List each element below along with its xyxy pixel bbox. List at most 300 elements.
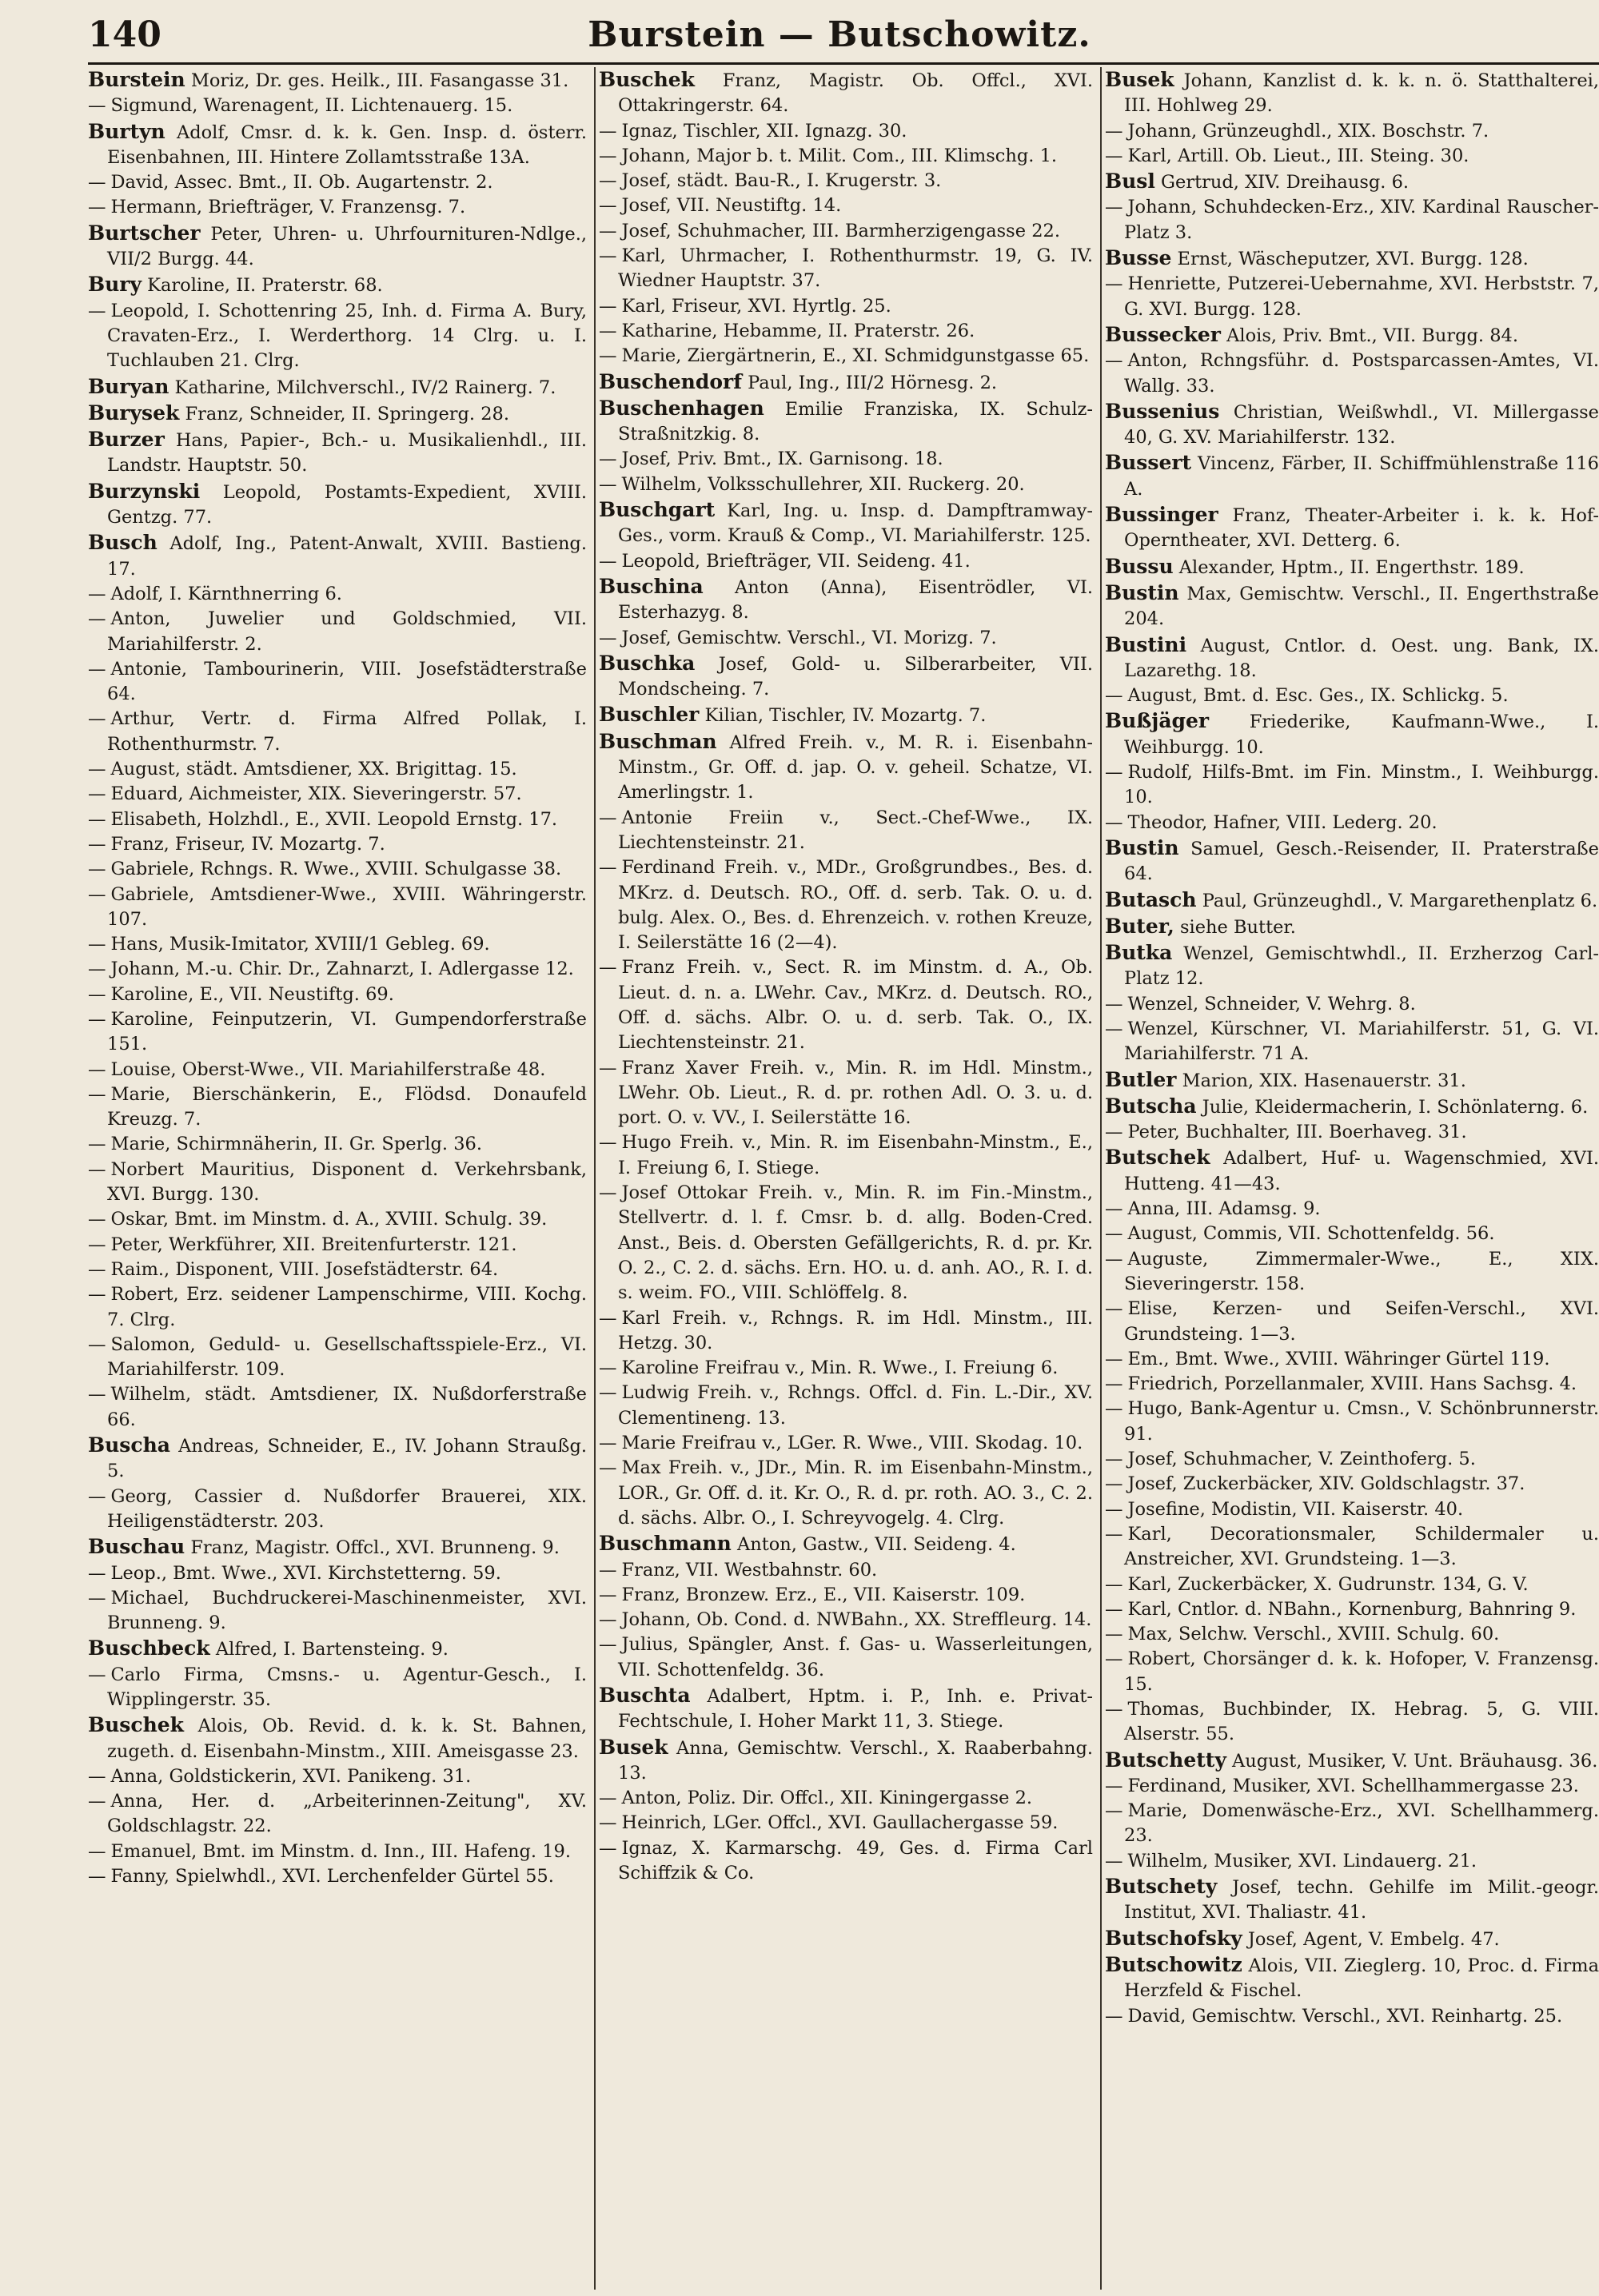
directory-entry bbox=[88, 1764, 587, 1789]
continuation-dash: — bbox=[1105, 1473, 1123, 1495]
continuation-dash: — bbox=[599, 120, 617, 142]
entry-details: Anna, Goldstickerin, XVI. Panikeng. 31. bbox=[110, 1765, 472, 1787]
directory-entry bbox=[88, 1789, 587, 1840]
entry-details: Karl, Uhrmacher, I. Rothenthurmstr. 19, G. IV. Wiedner Hauptstr. 37. bbox=[618, 245, 1093, 292]
continuation-dash: — bbox=[599, 1837, 617, 1859]
directory-entry bbox=[599, 1683, 1093, 1735]
entry-surname: Burysek bbox=[88, 401, 180, 425]
entry-details: Norbert Mauritius, Disponent d. Verkehrsbank, XVI. Burgg. 130. bbox=[107, 1158, 587, 1206]
continuation-dash: — bbox=[1105, 1523, 1123, 1545]
continuation-dash: — bbox=[1105, 145, 1123, 166]
continuation-dash: — bbox=[1105, 811, 1123, 833]
continuation-dash: — bbox=[88, 1234, 106, 1255]
entry-details: Sigmund, Warenagent, II. Lichtenauerg. 15. bbox=[110, 95, 513, 117]
directory-entry bbox=[599, 319, 1093, 344]
entry-details: Karoline, II. Praterstr. 68. bbox=[147, 275, 383, 297]
continuation-dash: — bbox=[88, 1058, 106, 1080]
continuation-dash: — bbox=[1105, 1624, 1123, 1645]
entry-details: Josef, techn. Gehilfe im Milit.-geogr. Institut, XVI. Thaliastr. 41. bbox=[1124, 1877, 1599, 1923]
entry-details: Theodor, Hafner, VIII. Lederg. 20. bbox=[1127, 811, 1438, 833]
entry-details: Franz, VII. Westbahnstr. 60. bbox=[621, 1559, 878, 1580]
directory-entry bbox=[88, 1158, 587, 1208]
directory-entry bbox=[88, 1082, 587, 1133]
continuation-dash: — bbox=[88, 1765, 106, 1787]
entry-details: Gabriele, Rchngs. R. Wwe., XVIII. Schulgasse 38. bbox=[110, 859, 562, 880]
directory-entry bbox=[88, 857, 587, 882]
entry-details: Johann, Schuhdecken-Erz., XIV. Kardinal Rauscher-Platz 3. bbox=[1124, 197, 1599, 243]
entry-details: Hans, Musik-Imitator, XVIII/1 Gebleg. 69. bbox=[110, 934, 490, 955]
directory-entry bbox=[1105, 1497, 1599, 1522]
entry-surname: Buschina bbox=[599, 574, 704, 598]
entry-surname: Busch bbox=[88, 531, 158, 555]
entry-details: Hugo Freih. v., Min. R. im Eisenbahn-Minstm., E., I. Freiung 6, I. Stiege. bbox=[618, 1132, 1093, 1178]
directory-entry bbox=[1105, 1952, 1599, 2004]
entry-details: Anna, III. Adamsg. 9. bbox=[1127, 1198, 1321, 1220]
directory-entry bbox=[1105, 272, 1599, 322]
continuation-dash: — bbox=[88, 1840, 106, 1862]
entry-details: Max, Gemischtw. Verschl., II. Engerthstraße 204. bbox=[1124, 583, 1599, 630]
entry-details: Emanuel, Bmt. im Minstm. d. Inn., III. Hafeng. 19. bbox=[110, 1840, 571, 1862]
continuation-dash: — bbox=[599, 1182, 617, 1204]
continuation-dash: — bbox=[88, 1866, 106, 1887]
entry-details: Salomon, Geduld- u. Gesellschaftsspiele-Erz., VI. Mariahilferstr. 109. bbox=[107, 1333, 587, 1381]
continuation-dash: — bbox=[1105, 762, 1123, 783]
directory-entry bbox=[599, 144, 1093, 169]
directory-entry bbox=[1105, 708, 1599, 760]
entry-surname: Butschofsky bbox=[1105, 1926, 1242, 1950]
entry-surname: Bussecker bbox=[1105, 322, 1221, 346]
directory-entry bbox=[599, 497, 1093, 549]
entry-details: Johann, Ob. Cond. d. NWBahn., XX. Streffleurg. 14. bbox=[621, 1609, 1092, 1631]
directory-entry bbox=[1105, 632, 1599, 684]
entry-details: Arthur, Vertr. d. Firma Alfred Pollak, I. Rothenthurmstr. 7. bbox=[107, 708, 587, 755]
entry-details: Gertrud, XIV. Dreihausg. 6. bbox=[1161, 172, 1410, 193]
header-rule bbox=[88, 62, 1599, 65]
directory-entry bbox=[1105, 1799, 1599, 1849]
entry-details: Johann, Major b. t. Milit. Com., III. Klimschg. 1. bbox=[621, 145, 1058, 166]
directory-entry bbox=[88, 1663, 587, 1713]
entry-details: Adalbert, Huf- u. Wagenschmied, XVI. Hutteng. 41—43. bbox=[1124, 1148, 1599, 1194]
directory-entry bbox=[599, 1531, 1093, 1557]
entry-surname: Buschmann bbox=[599, 1532, 732, 1556]
entry-details: Anna, Her. d. „Arbeiterinnen-Zeitung", XV. Goldschlagstr. 22. bbox=[107, 1791, 587, 1837]
entry-details: Paul, Ing., III/2 Hörnesg. 2. bbox=[748, 372, 998, 393]
continuation-dash: — bbox=[599, 1132, 617, 1154]
directory-entry bbox=[88, 1561, 587, 1586]
directory-entry bbox=[88, 272, 587, 298]
entry-details: Adolf, Cmsr. d. k. k. Gen. Insp. d. österr. Eisenbahnen, III. Hintere Zollamtsstraße 13A. bbox=[107, 122, 587, 168]
directory-entry bbox=[1105, 1372, 1599, 1397]
entry-details: Franz, Magistr. Ob. Offcl., XVI. Ottakringerstr. 64. bbox=[618, 70, 1093, 117]
directory-entry bbox=[1105, 502, 1599, 554]
page-number: 140 bbox=[88, 14, 161, 55]
continuation-dash: — bbox=[1105, 197, 1123, 218]
entry-details: Ferdinand Freih. v., MDr., Großgrundbes., Bes. d. MKrz. d. Deutsch. RO., Off. d. serb. Tak. O. u. d. bulg. Alex. O., Bes. d. Ehrenzeich. v. rothen Kreuze, I. Seilerstätte 16 (2—4). bbox=[618, 857, 1093, 954]
directory-entry bbox=[1105, 1647, 1599, 1697]
entry-details: Franz, Friseur, IV. Mozartg. 7. bbox=[110, 833, 385, 855]
directory-entry bbox=[1105, 1017, 1599, 1067]
continuation-dash: — bbox=[88, 859, 106, 880]
continuation-dash: — bbox=[1105, 993, 1123, 1014]
directory-entry bbox=[599, 1381, 1093, 1431]
continuation-dash: — bbox=[1105, 1298, 1123, 1320]
directory-entry bbox=[599, 1735, 1093, 1787]
continuation-dash: — bbox=[88, 934, 106, 955]
continuation-dash: — bbox=[1105, 1373, 1123, 1395]
directory-entry bbox=[88, 1207, 587, 1232]
directory-entry bbox=[1105, 1874, 1599, 1926]
entry-details: Franz, Bronzew. Erz., E., VII. Kaiserstr. 109. bbox=[621, 1584, 1026, 1605]
directory-entry bbox=[599, 1583, 1093, 1608]
entry-details: Karl, Cntlor. d. NBahn., Kornenburg, Bahnring 9. bbox=[1127, 1598, 1577, 1620]
entry-details: Anton, Gastw., VII. Seideng. 4. bbox=[736, 1534, 1016, 1556]
entry-details: Franz, Theater-Arbeiter i. k. k. Hof-Operntheater, XVI. Detterg. 6. bbox=[1124, 505, 1599, 552]
continuation-dash: — bbox=[599, 857, 617, 879]
entry-details: Antonie, Tambourinerin, VIII. Josefstädterstraße 64. bbox=[107, 658, 587, 705]
entry-details: August, Bmt. d. Esc. Ges., IX. Schlickg. 5. bbox=[1127, 685, 1509, 707]
entry-details: Robert, Erz. seidener Lampenschirme, VIII. Kochg. 7. Clrg. bbox=[107, 1284, 587, 1330]
directory-entry bbox=[599, 1456, 1093, 1531]
continuation-dash: — bbox=[599, 627, 617, 648]
continuation-dash: — bbox=[88, 1664, 106, 1685]
directory-entry bbox=[1105, 554, 1599, 580]
entry-surname: Buscha bbox=[88, 1433, 170, 1457]
column-2 bbox=[594, 67, 1093, 2290]
continuation-dash: — bbox=[88, 1083, 106, 1105]
directory-entry bbox=[599, 219, 1093, 244]
entry-surname: Bußjäger bbox=[1105, 709, 1210, 733]
directory-entry bbox=[88, 1258, 587, 1282]
directory-entry bbox=[599, 1181, 1093, 1305]
directory-entry bbox=[88, 983, 587, 1007]
continuation-dash: — bbox=[599, 1584, 617, 1605]
directory-entry bbox=[1105, 1397, 1599, 1447]
directory-entry bbox=[599, 806, 1093, 856]
directory-entry bbox=[88, 832, 587, 857]
continuation-dash: — bbox=[88, 959, 106, 980]
entry-details: Johann, Grünzeughdl., XIX. Boschstr. 7. bbox=[1127, 120, 1489, 142]
directory-entry bbox=[1105, 811, 1599, 835]
entry-surname: Buschendorf bbox=[599, 369, 742, 393]
entry-details: Max Freih. v., JDr., Min. R. im Eisenbahn-Minstm., LOR., Gr. Off. d. it. Kr. O., R. d. pr. roth. AO. 3., C. 2. d. sächs. Albr. O., I. Schreyvogelg. 4. Clrg. bbox=[618, 1457, 1093, 1529]
entry-surname: Bustin bbox=[1105, 835, 1179, 859]
entry-surname: Butschek bbox=[1105, 1146, 1210, 1170]
continuation-dash: — bbox=[88, 608, 106, 630]
entry-surname: Bussu bbox=[1105, 554, 1174, 578]
entry-surname: Bussenius bbox=[1105, 399, 1220, 423]
continuation-dash: — bbox=[88, 1485, 106, 1507]
directory-entry bbox=[88, 782, 587, 807]
entry-details: Kilian, Tischler, IV. Mozartg. 7. bbox=[704, 705, 987, 727]
directory-entry bbox=[599, 955, 1093, 1055]
continuation-dash: — bbox=[88, 300, 106, 321]
entry-details: Peter, Uhren- u. Uhrfournituren-Ndlge., VII/2 Burgg. 44. bbox=[107, 223, 587, 270]
continuation-dash: — bbox=[88, 1209, 106, 1230]
continuation-dash: — bbox=[1105, 1449, 1123, 1470]
entry-details: Leopold, Briefträger, VII. Seideng. 41. bbox=[621, 550, 971, 572]
entry-details: Ferdinand, Musiker, XVI. Schellhammergasse 23. bbox=[1127, 1775, 1579, 1796]
entry-details: Henriette, Putzerei-Uebernahme, XVI. Herbststr. 7, G. XVI. Burgg. 128. bbox=[1124, 273, 1599, 320]
entry-surname: Butka bbox=[1105, 941, 1173, 965]
directory-entry bbox=[1105, 1522, 1599, 1573]
continuation-dash: — bbox=[599, 1609, 617, 1631]
continuation-dash: — bbox=[88, 1587, 106, 1608]
entry-surname: Buter, bbox=[1105, 914, 1174, 938]
directory-columns bbox=[88, 67, 1599, 2290]
entry-surname: Butschety bbox=[1105, 1875, 1218, 1899]
continuation-dash: — bbox=[88, 708, 106, 730]
continuation-dash: — bbox=[599, 550, 617, 572]
continuation-dash: — bbox=[88, 1333, 106, 1355]
entry-surname: Busse bbox=[1105, 246, 1172, 270]
directory-entry bbox=[88, 582, 587, 607]
entry-details: Wenzel, Kürschner, VI. Mariahilferstr. 51, G. VI. Mariahilferstr. 71 A. bbox=[1124, 1018, 1599, 1065]
continuation-dash: — bbox=[599, 320, 617, 341]
continuation-dash: — bbox=[88, 583, 106, 604]
entry-details: Emilie Franziska, IX. Schulz-Straßnitzkig. 8. bbox=[618, 398, 1093, 445]
entry-details: Wenzel, Schneider, V. Wehrg. 8. bbox=[1127, 993, 1416, 1014]
continuation-dash: — bbox=[88, 95, 106, 117]
directory-entry bbox=[88, 530, 587, 582]
directory-entry bbox=[599, 294, 1093, 319]
entry-details: Oskar, Bmt. im Minstm. d. A., XVIII. Schulg. 39. bbox=[110, 1209, 548, 1230]
directory-entry bbox=[1105, 580, 1599, 632]
directory-entry bbox=[599, 193, 1093, 218]
continuation-dash: — bbox=[88, 833, 106, 855]
entry-details: Ignaz, Tischler, XII. Ignazg. 30. bbox=[621, 120, 907, 142]
continuation-dash: — bbox=[599, 295, 617, 317]
entry-details: Karl, Ing. u. Insp. d. Dampftramway-Ges., vorm. Krauß & Comp., VI. Mariahilferstr. 125. bbox=[618, 500, 1093, 547]
directory-entry bbox=[1105, 684, 1599, 708]
directory-entry bbox=[1105, 144, 1599, 169]
entry-surname: Butschetty bbox=[1105, 1748, 1226, 1772]
entry-surname: Buschenhagen bbox=[599, 396, 764, 420]
continuation-dash: — bbox=[1105, 685, 1123, 707]
entry-details: Heinrich, LGer. Offcl., XVI. Gaullachergasse 59. bbox=[621, 1812, 1059, 1834]
page-header bbox=[88, 5, 1591, 64]
continuation-dash: — bbox=[88, 1158, 106, 1180]
directory-entry bbox=[1105, 1094, 1599, 1120]
entry-details: Julie, Kleidermacherin, I. Schönlaterng. 6. bbox=[1202, 1096, 1589, 1118]
continuation-dash: — bbox=[599, 170, 617, 192]
directory-entry bbox=[88, 807, 587, 832]
continuation-dash: — bbox=[88, 1258, 106, 1280]
directory-entry bbox=[599, 702, 1093, 728]
directory-entry bbox=[88, 401, 587, 427]
entry-details: Karoline Freifrau v., Min. R. Wwe., I. Freiung 6. bbox=[621, 1357, 1059, 1379]
continuation-dash: — bbox=[1105, 1223, 1123, 1245]
entry-details: Katharine, Milchverschl., IV/2 Rainerg. 7. bbox=[174, 377, 556, 398]
directory-entry bbox=[88, 1282, 587, 1333]
entry-surname: Buschbeck bbox=[88, 1636, 210, 1660]
directory-entry bbox=[88, 932, 587, 957]
entry-details: Karl, Friseur, XVI. Hyrtlg. 25. bbox=[621, 295, 891, 317]
entry-details: Michael, Buchdruckerei-Maschinenmeister, XVI. Brunneng. 9. bbox=[107, 1587, 587, 1634]
entry-details: Josef, Agent, V. Embelg. 47. bbox=[1247, 1928, 1500, 1950]
entry-details: Ignaz, X. Karmarschg. 49, Ges. d. Firma Carl Schiffzik & Co. bbox=[618, 1837, 1093, 1884]
entry-details: Karl, Zuckerbäcker, X. Gudrunstr. 134, G. V. bbox=[1127, 1573, 1529, 1595]
continuation-dash: — bbox=[599, 448, 617, 470]
entry-surname: Bussinger bbox=[1105, 503, 1218, 527]
entry-details: Em., Bmt. Wwe., XVIII. Währinger Gürtel 119. bbox=[1127, 1348, 1550, 1369]
entry-details: Karoline, Feinputzerin, VI. Gumpendorferstraße 151. bbox=[107, 1008, 587, 1055]
directory-entry bbox=[599, 549, 1093, 574]
entry-details: Adolf, I. Kärnthnerring 6. bbox=[110, 583, 342, 604]
entry-details: Alois, Ob. Revid. d. k. k. St. Bahnen, zugeth. d. Eisenbahn-Minstm., XIII. Ameisgasse 23. bbox=[107, 1716, 587, 1762]
directory-entry bbox=[88, 757, 587, 782]
directory-entry bbox=[1105, 349, 1599, 399]
entry-details: Marie, Ziergärtnerin, E., XI. Schmidgunstgasse 65. bbox=[621, 345, 1090, 367]
entry-surname: Bussert bbox=[1105, 451, 1192, 475]
directory-entry bbox=[1105, 2004, 1599, 2029]
directory-entry bbox=[88, 299, 587, 374]
entry-details: Marie, Schirmnäherin, II. Gr. Sperlg. 36. bbox=[110, 1134, 482, 1155]
directory-entry bbox=[599, 626, 1093, 651]
continuation-dash: — bbox=[1105, 120, 1123, 142]
entry-details: Fanny, Spielwhdl., XVI. Lerchenfelder Gürtel 55. bbox=[110, 1866, 554, 1887]
entry-details: Samuel, Gesch.-Reisender, II. Praterstraße 64. bbox=[1124, 838, 1599, 885]
directory-entry bbox=[88, 427, 587, 479]
entry-details: Josef, städt. Bau-R., I. Krugerstr. 3. bbox=[621, 170, 942, 192]
entry-details: Anton, Rchngsführ. d. Postsparcassen-Amtes, VI. Wallg. 33. bbox=[1124, 350, 1599, 397]
entry-surname: Bustin bbox=[1105, 580, 1179, 604]
entry-details: Louise, Oberst-Wwe., VII. Mariahilferstraße 48. bbox=[110, 1058, 546, 1080]
directory-entry bbox=[88, 1333, 587, 1383]
entry-details: Leopold, Postamts-Expedient, XVIII. Gentzg. 77. bbox=[107, 481, 587, 528]
continuation-dash: — bbox=[599, 473, 617, 495]
entry-details: Karl, Decorationsmaler, Schildermaler u. Anstreicher, XVI. Grundsteing. 1—3. bbox=[1124, 1523, 1599, 1570]
directory-entry bbox=[1105, 399, 1599, 451]
entry-details: Franz, Schneider, II. Springerg. 28. bbox=[185, 403, 510, 425]
directory-entry bbox=[88, 1864, 587, 1889]
entry-details: Franz Xaver Freih. v., Min. R. im Hdl. Minstm., LWehr. Ob. Lieut., R. d. pr. rothen Adl. O. 3. u. d. port. O. v. VV., I. Seilerstätte 16. bbox=[618, 1057, 1093, 1129]
continuation-dash: — bbox=[599, 1382, 617, 1404]
entry-details: August, städt. Amtsdiener, XX. Brigittag. 15. bbox=[110, 759, 517, 780]
directory-entry bbox=[599, 1632, 1093, 1683]
directory-entry bbox=[599, 1558, 1093, 1583]
entry-surname: Burzer bbox=[88, 428, 165, 452]
directory-entry bbox=[599, 447, 1093, 472]
entry-surname: Buschek bbox=[88, 1713, 185, 1737]
directory-entry bbox=[88, 1636, 587, 1662]
continuation-dash: — bbox=[1105, 350, 1123, 372]
continuation-dash: — bbox=[599, 220, 617, 241]
entry-details: Gabriele, Amtsdiener-Wwe., XVIII. Währingerstr. 107. bbox=[107, 883, 587, 930]
directory-entry bbox=[599, 651, 1093, 703]
directory-entry bbox=[1105, 940, 1599, 992]
directory-entry bbox=[88, 957, 587, 982]
directory-entry bbox=[1105, 835, 1599, 887]
continuation-dash: — bbox=[599, 1433, 617, 1454]
entry-details: Alois, VII. Zieglerg. 10, Proc. d. Firma Herzfeld & Fischel. bbox=[1124, 1955, 1599, 2002]
entry-details: Rudolf, Hilfs-Bmt. im Fin. Minstm., I. Weihburgg. 10. bbox=[1124, 762, 1599, 808]
directory-entry bbox=[1105, 1573, 1599, 1597]
entry-details: Friederike, Kaufmann-Wwe., I. Weihburgg. 10. bbox=[1124, 712, 1599, 758]
continuation-dash: — bbox=[1105, 1248, 1123, 1270]
entry-details: Josef, Gold- u. Silberarbeiter, VII. Mondscheing. 7. bbox=[618, 653, 1093, 700]
entry-details: Peter, Werkführer, XII. Breitenfurterstr. 121. bbox=[110, 1234, 517, 1255]
continuation-dash: — bbox=[88, 1008, 106, 1030]
entry-details: Franz Freih. v., Sect. R. im Minstm. d. A., Ob. Lieut. d. n. a. LWehr. Cav., MKrz. d. Deutsch. RO., Off. d. sächs. Albr. O. u. d. serb. Tak. O., IX. Liechtensteinstr. 21. bbox=[618, 957, 1093, 1054]
directory-entry bbox=[88, 1840, 587, 1864]
entry-details: Andreas, Schneider, E., IV. Johann Straußg. 5. bbox=[107, 1436, 587, 1482]
entry-details: David, Gemischtw. Verschl., XVI. Reinhartg. 25. bbox=[1127, 2005, 1563, 2027]
column-3 bbox=[1100, 67, 1599, 2290]
entry-details: August, Cntlor. d. Oest. ung. Bank, IX. Lazarethg. 18. bbox=[1124, 635, 1599, 681]
entry-details: Franz, Magistr. Offcl., XVI. Brunneng. 9. bbox=[190, 1537, 560, 1559]
directory-entry bbox=[599, 1608, 1093, 1632]
directory-entry bbox=[88, 195, 587, 220]
directory-entry bbox=[1105, 1748, 1599, 1774]
entry-details: Marie, Bierschänkerin, E., Flödsd. Donaufeld Kreuzg. 7. bbox=[107, 1083, 587, 1130]
entry-details: Adolf, Ing., Patent-Anwalt, XVIII. Bastieng. 17. bbox=[107, 533, 587, 580]
directory-entry bbox=[599, 1056, 1093, 1131]
entry-details: Johann, M.-u. Chir. Dr., Zahnarzt, I. Adlergasse 12. bbox=[110, 959, 574, 980]
continuation-dash: — bbox=[88, 172, 106, 193]
entry-details: Wilhelm, Volksschullehrer, XII. Ruckerg. 20. bbox=[621, 473, 1025, 495]
directory-entry bbox=[1105, 1247, 1599, 1297]
entry-details: Anton, Juwelier und Goldschmied, VII. Mariahilferstr. 2. bbox=[107, 608, 587, 655]
directory-entry bbox=[599, 1786, 1093, 1811]
continuation-dash: — bbox=[88, 197, 106, 218]
directory-entry bbox=[599, 855, 1093, 955]
directory-entry bbox=[1105, 760, 1599, 811]
directory-entry bbox=[599, 396, 1093, 448]
directory-entry bbox=[88, 883, 587, 933]
entry-surname: Buschgart bbox=[599, 498, 716, 522]
directory-entry bbox=[1105, 195, 1599, 245]
entry-details: Hans, Papier-, Bch.- u. Musikalienhdl., III. Landstr. Hauptstr. 50. bbox=[107, 430, 587, 476]
directory-entry bbox=[599, 1431, 1093, 1456]
directory-entry bbox=[1105, 1447, 1599, 1472]
entry-details: Marie Freifrau v., LGer. R. Wwe., VIII. Skodag. 10. bbox=[621, 1433, 1083, 1454]
entry-surname: Busek bbox=[599, 1735, 668, 1759]
directory-entry bbox=[599, 472, 1093, 497]
continuation-dash: — bbox=[88, 808, 106, 830]
entry-details: Adalbert, Hptm. i. P., Inh. e. Privat-Fechtschule, I. Hoher Markt 11, 3. Stiege. bbox=[618, 1686, 1093, 1732]
continuation-dash: — bbox=[599, 1307, 617, 1329]
directory-entry bbox=[88, 119, 587, 171]
continuation-dash: — bbox=[599, 195, 617, 217]
entry-details: Josef, Gemischtw. Verschl., VI. Morizg. 7. bbox=[621, 627, 997, 648]
entry-details: Anton, Poliz. Dir. Offcl., XII. Kiningergasse 2. bbox=[621, 1788, 1033, 1809]
entry-details: Robert, Chorsänger d. k. k. Hofoper, V. Franzensg. 15. bbox=[1124, 1648, 1599, 1695]
directory-entry bbox=[1105, 245, 1599, 272]
continuation-dash: — bbox=[88, 1384, 106, 1405]
entry-details: Christian, Weißwhdl., VI. Millergasse 40, G. XV. Mariahilferstr. 132. bbox=[1124, 401, 1599, 448]
entry-details: Marion, XIX. Hasenauerstr. 31. bbox=[1182, 1070, 1466, 1091]
directory-entry bbox=[88, 374, 587, 401]
entry-details: Moriz, Dr. ges. Heilk., III. Fasangasse 31. bbox=[190, 70, 569, 91]
entry-details: Josef, Zuckerbäcker, XIV. Goldschlagstr. 37. bbox=[1127, 1473, 1525, 1495]
page-title: Burstein — Butschowitz. bbox=[588, 14, 1091, 55]
entry-details: Marie, Domenwäsche-Erz., XVI. Schellhammerg. 23. bbox=[1124, 1800, 1599, 1847]
directory-entry bbox=[1105, 67, 1599, 119]
entry-details: Katharine, Hebamme, II. Praterstr. 26. bbox=[621, 320, 975, 341]
directory-entry bbox=[1105, 992, 1599, 1017]
continuation-dash: — bbox=[1105, 1850, 1123, 1871]
directory-entry bbox=[1105, 1067, 1599, 1094]
directory-entry bbox=[1105, 1145, 1599, 1197]
entry-surname: Bustini bbox=[1105, 632, 1187, 656]
directory-entry bbox=[88, 67, 587, 94]
entry-surname: Butscha bbox=[1105, 1094, 1197, 1118]
directory-entry bbox=[599, 244, 1093, 294]
directory-entry bbox=[599, 344, 1093, 369]
directory-entry bbox=[1105, 914, 1599, 940]
continuation-dash: — bbox=[1105, 1018, 1123, 1039]
entry-surname: Buschek bbox=[599, 68, 696, 91]
